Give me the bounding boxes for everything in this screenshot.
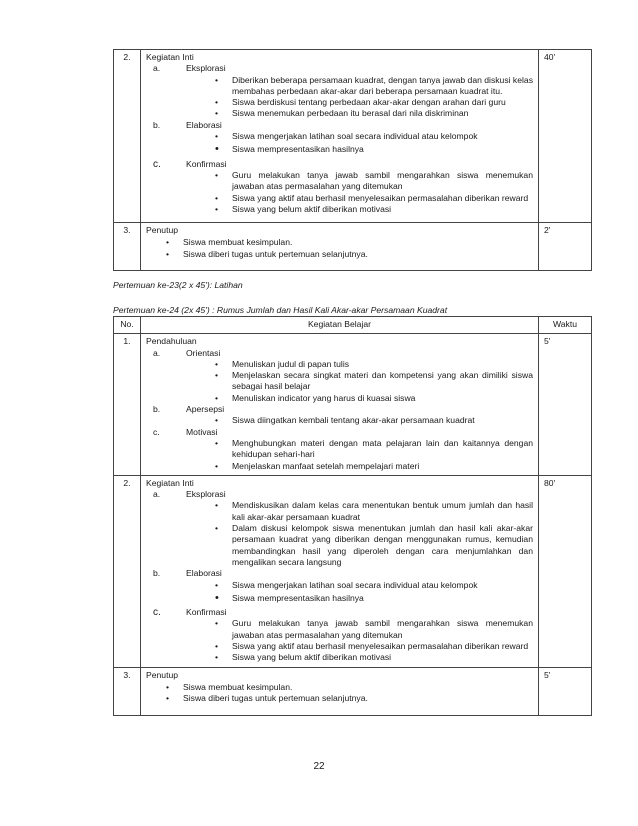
list-item: • Siswa mempresentasikan hasilnya bbox=[232, 144, 533, 155]
time-cell: 2' bbox=[539, 223, 592, 271]
activity-cell bbox=[141, 50, 539, 223]
time-cell: 5' bbox=[539, 334, 592, 476]
activity-cell bbox=[141, 334, 539, 476]
section-title: Kegiatan Inti bbox=[146, 52, 194, 62]
row-number: 2. bbox=[114, 475, 141, 667]
page-number: 22 bbox=[313, 761, 325, 772]
sub-letter: a. bbox=[153, 489, 161, 500]
bullet-list bbox=[146, 359, 533, 404]
bullet-list bbox=[146, 438, 533, 472]
list-item: • Siswa diingatkan kembali tentang akar-akar persamaan kuadrat bbox=[232, 415, 533, 426]
list-item: • Siswa membuat kesimpulan. bbox=[183, 682, 533, 693]
sub-label: Apersepsi bbox=[186, 404, 225, 415]
sub-letter: b. bbox=[153, 568, 161, 579]
meeting-heading: Pertemuan ke-24 (2x 45') : Rumus Jumlah dan Hasil Kali Akar-akar Persamaan Kuadrat bbox=[113, 305, 448, 315]
list-item: • Diberikan beberapa persamaan kuadrat, dengan tanya jawab dan diskusi kelas membahas perbedaan akar-akar dari beberapa persamaan kuadrat itu. bbox=[232, 75, 533, 98]
bullet-list bbox=[146, 500, 533, 568]
sub-label: Orientasi bbox=[186, 347, 221, 358]
bullet-list bbox=[146, 415, 533, 426]
list-item: • Menjelaskan manfaat setelah mempelajari materi bbox=[232, 461, 533, 472]
list-item: • Mendiskusikan dalam kelas cara menentukan bentuk umum jumlah dan hasil kali akar-akar persamaan kuadrat bbox=[232, 500, 533, 523]
sub-activity bbox=[146, 159, 533, 170]
row-number: 3. bbox=[114, 223, 141, 271]
sub-label: Konfirmasi bbox=[186, 607, 227, 618]
list-item: • Siswa membuat kesimpulan. bbox=[183, 237, 533, 248]
bullet-list bbox=[146, 682, 533, 705]
time-cell: 5' bbox=[539, 667, 592, 715]
list-item: • Menghubungkan materi dengan mata pelajaran lain dan kaitannya dengan kehidupan sehari-hari bbox=[232, 438, 533, 461]
list-item: • Menuliskan judul di papan tulis bbox=[232, 359, 533, 370]
table-row bbox=[114, 667, 592, 715]
table-header-row bbox=[114, 317, 592, 334]
list-item: • Siswa yang aktif atau berhasil menyelesaikan permasalahan diberikan reward bbox=[232, 193, 533, 204]
time-cell: 80' bbox=[539, 475, 592, 667]
bullet-list bbox=[146, 170, 533, 215]
lesson-table bbox=[113, 316, 592, 716]
list-item: • Siswa diberi tugas untuk pertemuan selanjutnya. bbox=[183, 249, 533, 260]
list-item: • Siswa yang aktif atau berhasil menyelesaikan permasalahan diberikan reward bbox=[232, 641, 533, 652]
list-item: • Siswa mengerjakan latihan soal secara individual atau kelompok bbox=[232, 131, 533, 142]
list-item: • Menuliskan indicator yang harus di kuasai siswa bbox=[232, 393, 533, 404]
list-item: • Siswa mengerjakan latihan soal secara individual atau kelompok bbox=[232, 580, 533, 591]
list-item: • Guru melakukan tanya jawab sambil mengarahkan siswa menemukan jawaban atas permasalahan yang ditemukan bbox=[232, 170, 533, 193]
activity-cell bbox=[141, 223, 539, 271]
list-item: • Dalam diskusi kelompok siswa menentukan jumlah dan hasil kali akar-akar persamaan kuadrat yang diberikan dengan menggunakan rumus, kemudian membandingkan hasil yang diperoleh dengan cara menjumlahkan dan mengalikan secara langsung bbox=[232, 523, 533, 568]
section-title: Pendahuluan bbox=[146, 336, 197, 347]
sub-activity bbox=[146, 404, 533, 415]
bullet-list bbox=[146, 237, 533, 260]
list-item: • Siswa yang belum aktif diberikan motivasi bbox=[232, 204, 533, 215]
sub-letter: b. bbox=[153, 404, 161, 415]
list-item: • Siswa menemukan perbedaan itu berasal dari nila diskriminan bbox=[232, 108, 533, 119]
sub-label: Konfirmasi bbox=[186, 158, 227, 169]
sub-letter: c. bbox=[153, 607, 161, 619]
sub-activity bbox=[146, 427, 533, 438]
sub-letter: a. bbox=[153, 63, 161, 74]
sub-label: Eksplorasi bbox=[186, 489, 226, 500]
lesson-table-continued bbox=[113, 49, 592, 271]
table-row bbox=[114, 334, 592, 476]
section-title: Kegiatan Inti bbox=[146, 477, 194, 488]
column-header-no: No. bbox=[114, 317, 141, 334]
activity-cell bbox=[141, 667, 539, 715]
meeting-heading: Pertemuan ke-23(2 x 45'): Latihan bbox=[113, 280, 243, 290]
column-header-activity: Kegiatan Belajar bbox=[141, 317, 539, 334]
row-number: 3. bbox=[114, 667, 141, 715]
list-item: • Siswa berdiskusi tentang perbedaan akar-akar dengan arahan dari guru bbox=[232, 97, 533, 108]
sub-activity bbox=[146, 607, 533, 618]
bullet-list bbox=[146, 75, 533, 120]
sub-activity bbox=[146, 120, 533, 131]
table-row bbox=[114, 50, 592, 223]
sub-activity bbox=[146, 63, 533, 74]
sub-activity bbox=[146, 348, 533, 359]
time-cell: 40' bbox=[539, 50, 592, 223]
list-item: • Siswa mempresentasikan hasilnya bbox=[232, 593, 533, 604]
column-header-time: Waktu bbox=[539, 317, 592, 334]
sub-letter: b. bbox=[153, 119, 161, 130]
section-title: Penutup bbox=[146, 225, 179, 235]
bullet-list bbox=[146, 131, 533, 156]
sub-activity bbox=[146, 568, 533, 579]
list-item: • Siswa yang belum aktif diberikan motivasi bbox=[232, 652, 533, 663]
sub-label: Eksplorasi bbox=[186, 63, 226, 74]
table-row bbox=[114, 475, 592, 667]
activity-cell bbox=[141, 475, 539, 667]
row-number: 2. bbox=[114, 50, 141, 223]
bullet-list bbox=[146, 618, 533, 663]
sub-activity bbox=[146, 489, 533, 500]
sub-label: Elaborasi bbox=[186, 568, 222, 579]
sub-letter: c. bbox=[153, 158, 161, 170]
section-title: Penutup bbox=[146, 669, 179, 680]
row-number: 1. bbox=[114, 334, 141, 476]
list-item: • Guru melakukan tanya jawab sambil mengarahkan siswa menemukan jawaban atas permasalahan yang ditemukan bbox=[232, 618, 533, 641]
sub-label: Motivasi bbox=[186, 426, 218, 437]
list-item: • Menjelaskan secara singkat materi dan kompetensi yang akan dimiliki siswa sebagai hasil belajar bbox=[232, 370, 533, 393]
sub-letter: c. bbox=[153, 426, 160, 437]
sub-label: Elaborasi bbox=[186, 119, 222, 130]
sub-letter: a. bbox=[153, 347, 161, 358]
table-row bbox=[114, 223, 592, 271]
bullet-list bbox=[146, 580, 533, 605]
list-item: • Siswa diberi tugas untuk pertemuan selanjutnya. bbox=[183, 693, 533, 704]
